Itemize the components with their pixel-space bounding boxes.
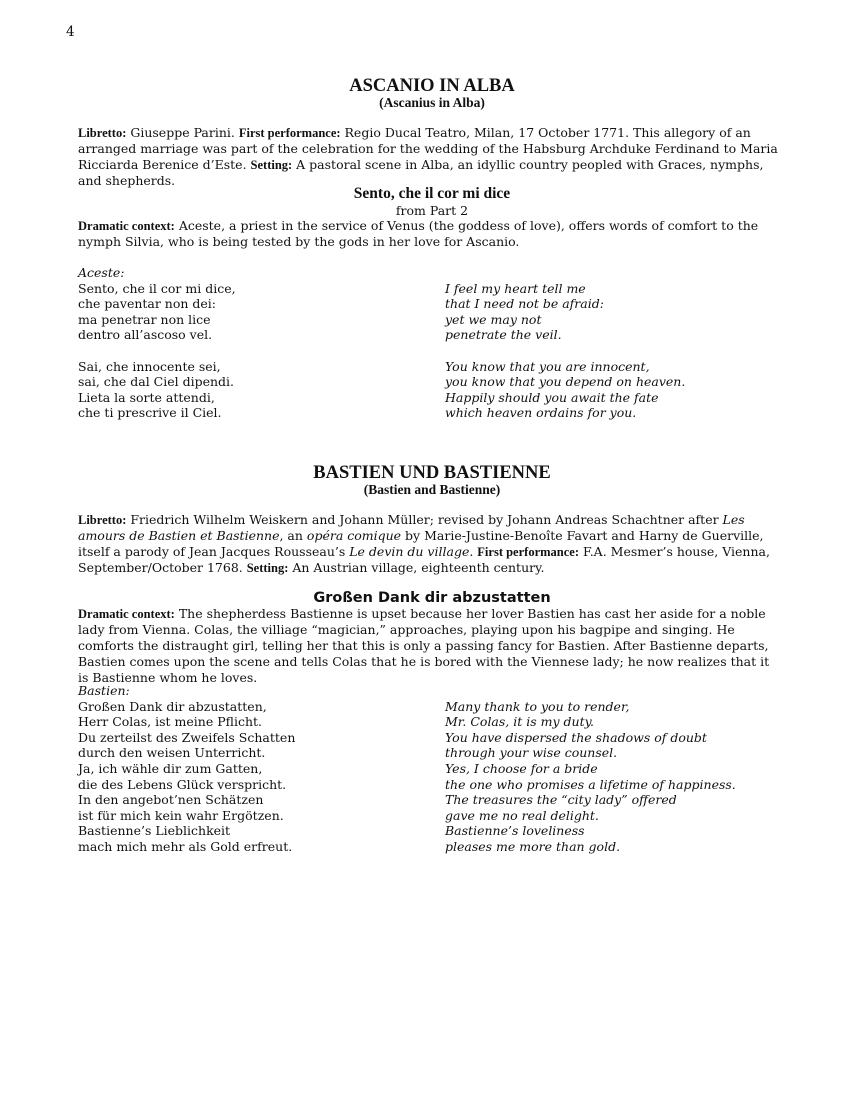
verse-line: durch den weisen Unterricht. [78, 745, 266, 761]
translation-column [445, 699, 785, 855]
dramatic-context [78, 218, 778, 250]
translation-line: Happily should you await the fate [445, 389, 659, 405]
speaker-name: Aceste: [78, 265, 125, 280]
verse-line: Ja, ich wähle dir zum Gatten, [78, 760, 263, 776]
aria-title: Großen Dank dir abzustatten [313, 590, 551, 606]
opera-info [78, 125, 778, 189]
setting-label: Setting: [246, 561, 289, 575]
translation-line: Yes, I choose for a bride [445, 760, 598, 776]
translation-line: The treasures the “city lady” offered [445, 792, 677, 808]
opera-title: BASTIEN UND BASTIENNE [313, 463, 551, 483]
verse-line: die des Lebens Glück verspricht. [78, 776, 287, 792]
translation-line: You have dispersed the shadows of doubt [445, 729, 707, 745]
translation-line: you know that you depend on heaven. [445, 374, 686, 390]
setting-label: Setting: [250, 158, 293, 172]
verse-line: Bastienne’s Lieblichkeit [78, 823, 231, 839]
opera-subtitle: (Ascanius in Alba) [379, 95, 485, 110]
original-text-column [78, 265, 418, 421]
libretto-text: by Marie-Justine-Benoîte Favart and Harny de Guerville, itself a parody of Jean Jacques Rousseau’s [78, 528, 764, 559]
verse-line: che ti prescrive il Ciel. [78, 405, 222, 421]
verse-line: dentro all’ascoso vel. [78, 327, 213, 343]
verse-line: Sento, che il cor mi dice, [78, 280, 236, 296]
opera-subtitle: (Bastien and Bastienne) [363, 482, 501, 497]
verse-line: Großen Dank dir abzustatten, [78, 698, 267, 714]
verse-line: Sai, che innocente sei, [78, 358, 221, 374]
dramatic-context-label: Dramatic context: [78, 219, 175, 233]
dramatic-context [78, 606, 778, 686]
first-performance-text: F.A. Mesmer’s house, Vienna, September/October 1768. [78, 544, 770, 575]
dramatic-context-label: Dramatic context: [78, 607, 175, 621]
libretto-text: . [469, 544, 478, 559]
opera-info [78, 512, 778, 576]
verse-line: mach mich mehr als Gold erfreut. [78, 838, 293, 854]
translation-column [445, 281, 785, 421]
page-number: 4 [66, 24, 75, 40]
translation-line: Bastienne’s loveliness [445, 823, 585, 839]
translation-line: You know that you are innocent, [445, 358, 650, 374]
dramatic-context-text: The shepherdess Bastienne is upset because her lover Bastien has cast her aside for a noble lady from Vienna. Colas, the villiage “magician,” approaches, playing upon his bagpipe and singing. He comforts the distraught girl, telling her that this is only a passing fancy for Bastien. After Bastienne departs, Bastien comes upon the scene and tells Colas that he is bored with the Viennese lady; he now realizes that it is Bastienne whom he loves. [78, 606, 770, 685]
first-performance-label: First performance: [477, 545, 579, 559]
verse-line: Du zerteilst des Zweifels Schatten [78, 729, 296, 745]
libretto-parody-title: Le devin du village [349, 544, 470, 559]
verse-line: sai, che dal Ciel dipendi. [78, 374, 235, 390]
libretto-text: , an [279, 528, 307, 543]
translation-line: yet we may not [445, 311, 542, 327]
libretto-label: Libretto: [78, 126, 127, 140]
libretto-text: Friedrich Wilhelm Weiskern and Johann Müller; revised by Johann Andreas Schachtner after [126, 512, 723, 527]
translation-line: penetrate the veil. [445, 327, 562, 343]
first-performance-label: First performance: [238, 126, 341, 140]
first-performance-text: Regio Ducal Teatro, Milan, 17 October 1771. This allegory of an arranged marriage was part of the celebration for the wedding of the Habsburg Archduke Ferdinand to Maria Ricciarda Berenice d’Este. [78, 125, 778, 172]
verse-line: In den angebot’nen Schätzen [78, 792, 264, 808]
translation-line: that I need not be afraid: [445, 296, 604, 312]
translation-line: the one who promises a lifetime of happiness. [445, 776, 736, 792]
speaker-name: Bastien: [78, 683, 130, 698]
setting-text: A pastoral scene in Alba, an idyllic country peopled with Graces, nymphs, and shepherds. [78, 157, 764, 188]
opera-title: ASCANIO IN ALBA [349, 76, 515, 96]
libretto-source-title: Les amours de Bastien et Bastienne [78, 512, 745, 543]
translation-line: pleases me more than gold. [445, 838, 621, 854]
verse-line: che paventar non dei: [78, 296, 217, 312]
aria-part: from Part 2 [395, 203, 469, 218]
verse-line: ma penetrar non lice [78, 311, 211, 327]
translation-line: Many thank to you to render, [445, 698, 630, 714]
verse-line: Lieta la sorte attendi, [78, 389, 215, 405]
libretto-genre: opéra comique [306, 528, 402, 543]
verse-line: ist für mich kein wahr Ergötzen. [78, 807, 284, 823]
libretto-text: Giuseppe Parini. [126, 125, 239, 140]
aria-title: Sento, che il cor mi dice [353, 185, 511, 202]
translation-line: I feel my heart tell me [445, 280, 586, 296]
original-text-column [78, 683, 418, 855]
setting-text: An Austrian village, eighteenth century. [288, 560, 545, 575]
libretto-label: Libretto: [78, 513, 127, 527]
translation-line: gave me no real delight. [445, 807, 599, 823]
translation-line: through your wise counsel. [445, 745, 618, 761]
dramatic-context-text: Aceste, a priest in the service of Venus (the goddess of love), offers words of comfort to the nymph Silvia, who is being tested by the gods in her love for Ascanio. [78, 218, 759, 249]
verse-line: Herr Colas, ist meine Pflicht. [78, 714, 262, 730]
translation-line: which heaven ordains for you. [445, 405, 637, 421]
translation-line: Mr. Colas, it is my duty. [445, 714, 594, 730]
